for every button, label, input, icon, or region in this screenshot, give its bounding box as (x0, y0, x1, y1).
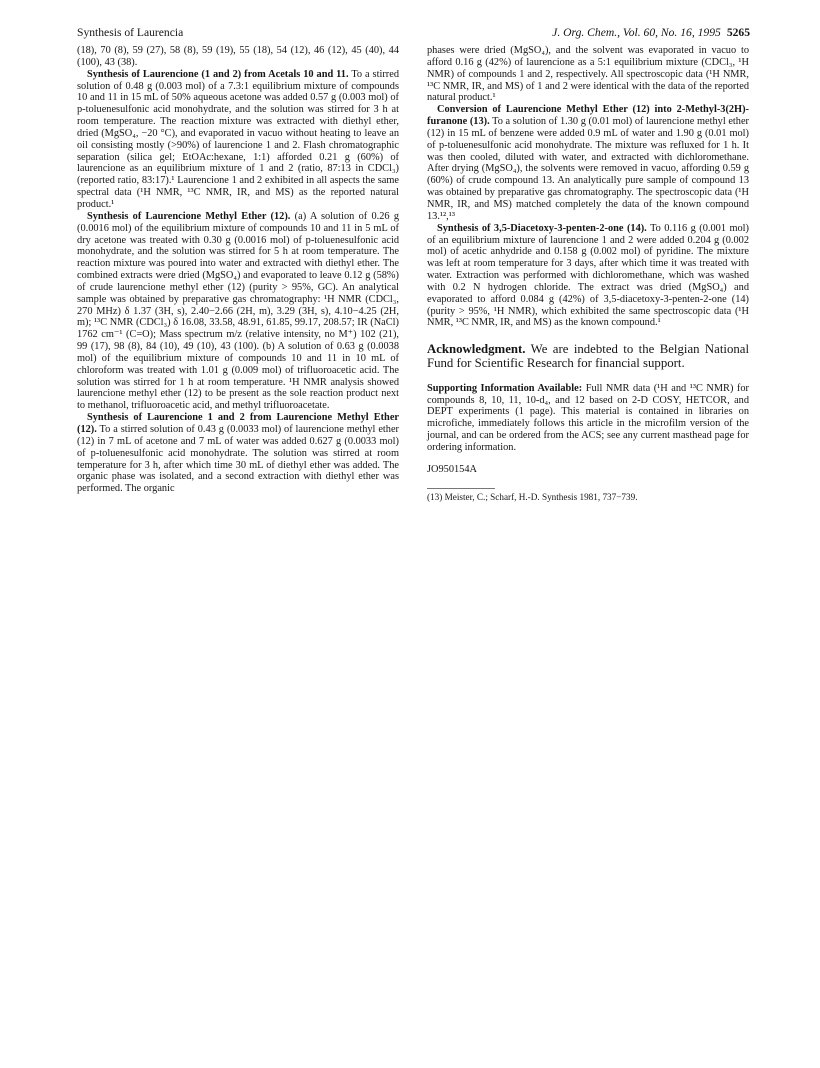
manuscript-code: JO950154A (427, 463, 477, 475)
section-title: Synthesis of Laurencione (1 and 2) from Acetals 10 and 11. (87, 68, 349, 80)
section-body: To a solution of 1.30 g (0.01 mol) of laurencione methyl ether (12) in 15 mL of benzene were added 0.9 mL of water and 1.90 g (0.01 mol) of p-toluenesulfonic acid monohydrate. The mixture was refluxed for 1 h. It was then cooled, diluted with water, and extracted with dichloromethane. After drying (MgSO₄), the solvents were removed in vacuo, affording 0.59 g (60%) of crude compound 13. An analytically pure sample of compound 13 was obtained by preparative gas chromatography. The spectroscopic data (¹H NMR, IR, and MS) matched completely the data of the known compound 13.¹²,¹³ (427, 116, 750, 222)
section-body: To a stirred solution of 0.48 g (0.003 mol) of a 7.3:1 equilibrium mixture of compounds 10 and 11 in 15 mL of 50% aqueous acetone was added 0.57 g (0.003 mol) of p-toluenesulfonic acid monohydrate, and the solution was stirred for 3 h at room temperature. The reaction mixture was extracted with diethyl ether, dried (MgSO₄, −20 °C), and evaporated in vacuo without heating to leave an oil consisting mostly (>90%) of laurencione 1 and 2. Flash chromatographic separation (silica gel; EtOAc:hexane, 1:1) afforded 0.21 g (60%) of laurencione as an equilibrium mixture of 1 and 2 (ratio, 87:13 in CDCl₃) (reported ratio, 83:17).¹ Laurencione 1 and 2 exhibited in all aspects the same spectral data (¹H NMR, ¹³C NMR, IR, and MS) as the reported natural product.¹ (77, 68, 399, 210)
right-column (427, 45, 749, 503)
page-header (77, 26, 750, 44)
section-body: (a) A solution of 0.26 g (0.0016 mol) of the equilibrium mixture of compounds 10 and 11 in 5 mL of dry acetone was treated with 0.30 g (0.0016 mol) of p-toluenesulfonic acid monohydrate, and the solution was stirred for 5 h at room temperature. The reaction mixture was poured into water and extracted with diethyl ether. The combined extracts were dried (MgSO₄) and evaporated to leave 0.12 g (58%) of crude laurencione methyl ether (12) (purity > 95%, GC). An analytical sample was obtained by preparative gas chromatography: ¹H NMR (CDCl₃, 270 MHz) δ 1.37 (3H, s), 2.40−2.66 (2H, m), 3.29 (3H, s), 4.10−4.25 (2H, m); ¹³C NMR (CDCl₃) δ 16.08, 33.58, 48.91, 61.85, 99.17, 208.57; IR (NaCl) 1762 cm⁻¹ (C=O); Mass spectrum m/z (relative intensity, no M⁺) 102 (21), 99 (17), 98 (8), 84 (10), 49 (10), 43 (100). (b) A solution of 0.63 g (0.0038 mol) of the equilibrium mixture of compounds 10 and 11 in 10 mL of chloroform was treated with 1.01 g (0.009 mol) of trifluoroacetic acid. The solution was stirred for 1 h at room temperature. ¹H NMR analysis showed laurencione methyl ether (12) to be present as the sole reaction product next to methanol, trifluoroacetic acid, and methyl trifluoroacetate. (77, 210, 399, 412)
footnote-divider (427, 488, 495, 489)
supporting-information-body: Full NMR data (¹H and ¹³C NMR) for compounds 8, 10, 11, 10-d₄, and 12 based on 2-D COSY, HETCOR, and DEPT experiments (1 page). This material is contained in libraries on microfiche, immediately follows this article in the microfilm version of the journal, and can be ordered from the ACS; see any current masthead page for ordering information. (427, 382, 749, 453)
mass-spectrum-continuation: (18), 70 (8), 59 (27), 58 (8), 59 (19), 55 (18), 54 (12), 46 (12), 45 (40), 44 (100), 43 (38). (77, 45, 399, 68)
section-body: To a stirred solution of 0.43 g (0.0033 mol) of laurencione methyl ether (12) in 7 mL of acetone and 7 mL of water was added 0.627 g (0.0033 mol) of p-toluenesulfonic acid monohydrate. The solution was stirred at room temperature for 3 h, after which time 30 mL of diethyl ether was added. The organic phase was isolated, and a second extraction with diethyl ether was performed. The organic (77, 424, 399, 495)
paragraph-laurencione-from-acetals (77, 69, 399, 211)
section-title: Conversion of Laurencione Methyl Ether (12) into 2-Methyl-3(2H)-furanone (13). (427, 104, 749, 128)
section-title: Synthesis of Laurencione Methyl Ether (12). (87, 210, 291, 222)
acknowledgment-body: We are indebted to the Belgian National Fund for Scientific Research for financial support. (427, 342, 749, 371)
page-number: 5265 (726, 26, 750, 39)
paragraph-furanone-conversion (427, 104, 749, 222)
section-title: Synthesis of 3,5-Diacetoxy-3-penten-2-one (14). (437, 222, 647, 234)
paragraph-diacetoxy-synthesis (427, 223, 749, 330)
acknowledgment-title: Acknowledgment. (427, 342, 526, 357)
section-body: To 0.116 g (0.001 mol) of an equilibrium mixture of laurencione 1 and 2 were added 0.204 g (0.002 mol) of acetic anhydride and 0.158 g (0.002 mol) of pyridine. The mixture was left at room temperature for 3 days, after which time it was treated with water. Extraction was performed with dichloromethane, which was washed with 0.2 N hydrogen chloride. The extract was dried (MgSO₄) and evaporated to afford 0.084 g (42%) of 3,5-diacetoxy-3-penten-2-one (14) (purity > 95%, ¹H NMR), which exhibited the same spectroscopic data (¹H NMR, ¹³C NMR, IR, and MS) as the known compound.¹ (427, 222, 749, 329)
left-column (77, 45, 399, 495)
supporting-information (427, 383, 749, 454)
running-title: Synthesis of Laurencia (77, 26, 184, 39)
paragraph-methyl-ether-synthesis (77, 211, 399, 412)
section-title: Synthesis of Laurencione 1 and 2 from Laurencione Methyl Ether (12). (77, 412, 399, 435)
paragraph-laurencione-from-methyl-ether (77, 412, 399, 495)
organic-phase-continuation: phases were dried (MgSO₄), and the solvent was evaporated in vacuo to afford 0.16 g (42%) of laurencione as a 5:1 equilibrium mixture (CDCl₃, ¹H NMR) of compounds 1 and 2, respectively. All spectroscopic data (¹H NMR, ¹³C NMR, IR, and MS) of 1 and 2 were identical with the data of the reported natural product.¹ (427, 45, 749, 104)
journal-citation (552, 26, 750, 39)
journal-info: J. Org. Chem., Vol. 60, No. 16, 1995 (552, 26, 721, 39)
acknowledgment (427, 342, 749, 370)
footnote-13: (13) Meister, C.; Scharf, H.-D. Synthesis 1981, 737−739. (427, 491, 638, 502)
supporting-information-title: Supporting Information Available: (427, 382, 583, 394)
